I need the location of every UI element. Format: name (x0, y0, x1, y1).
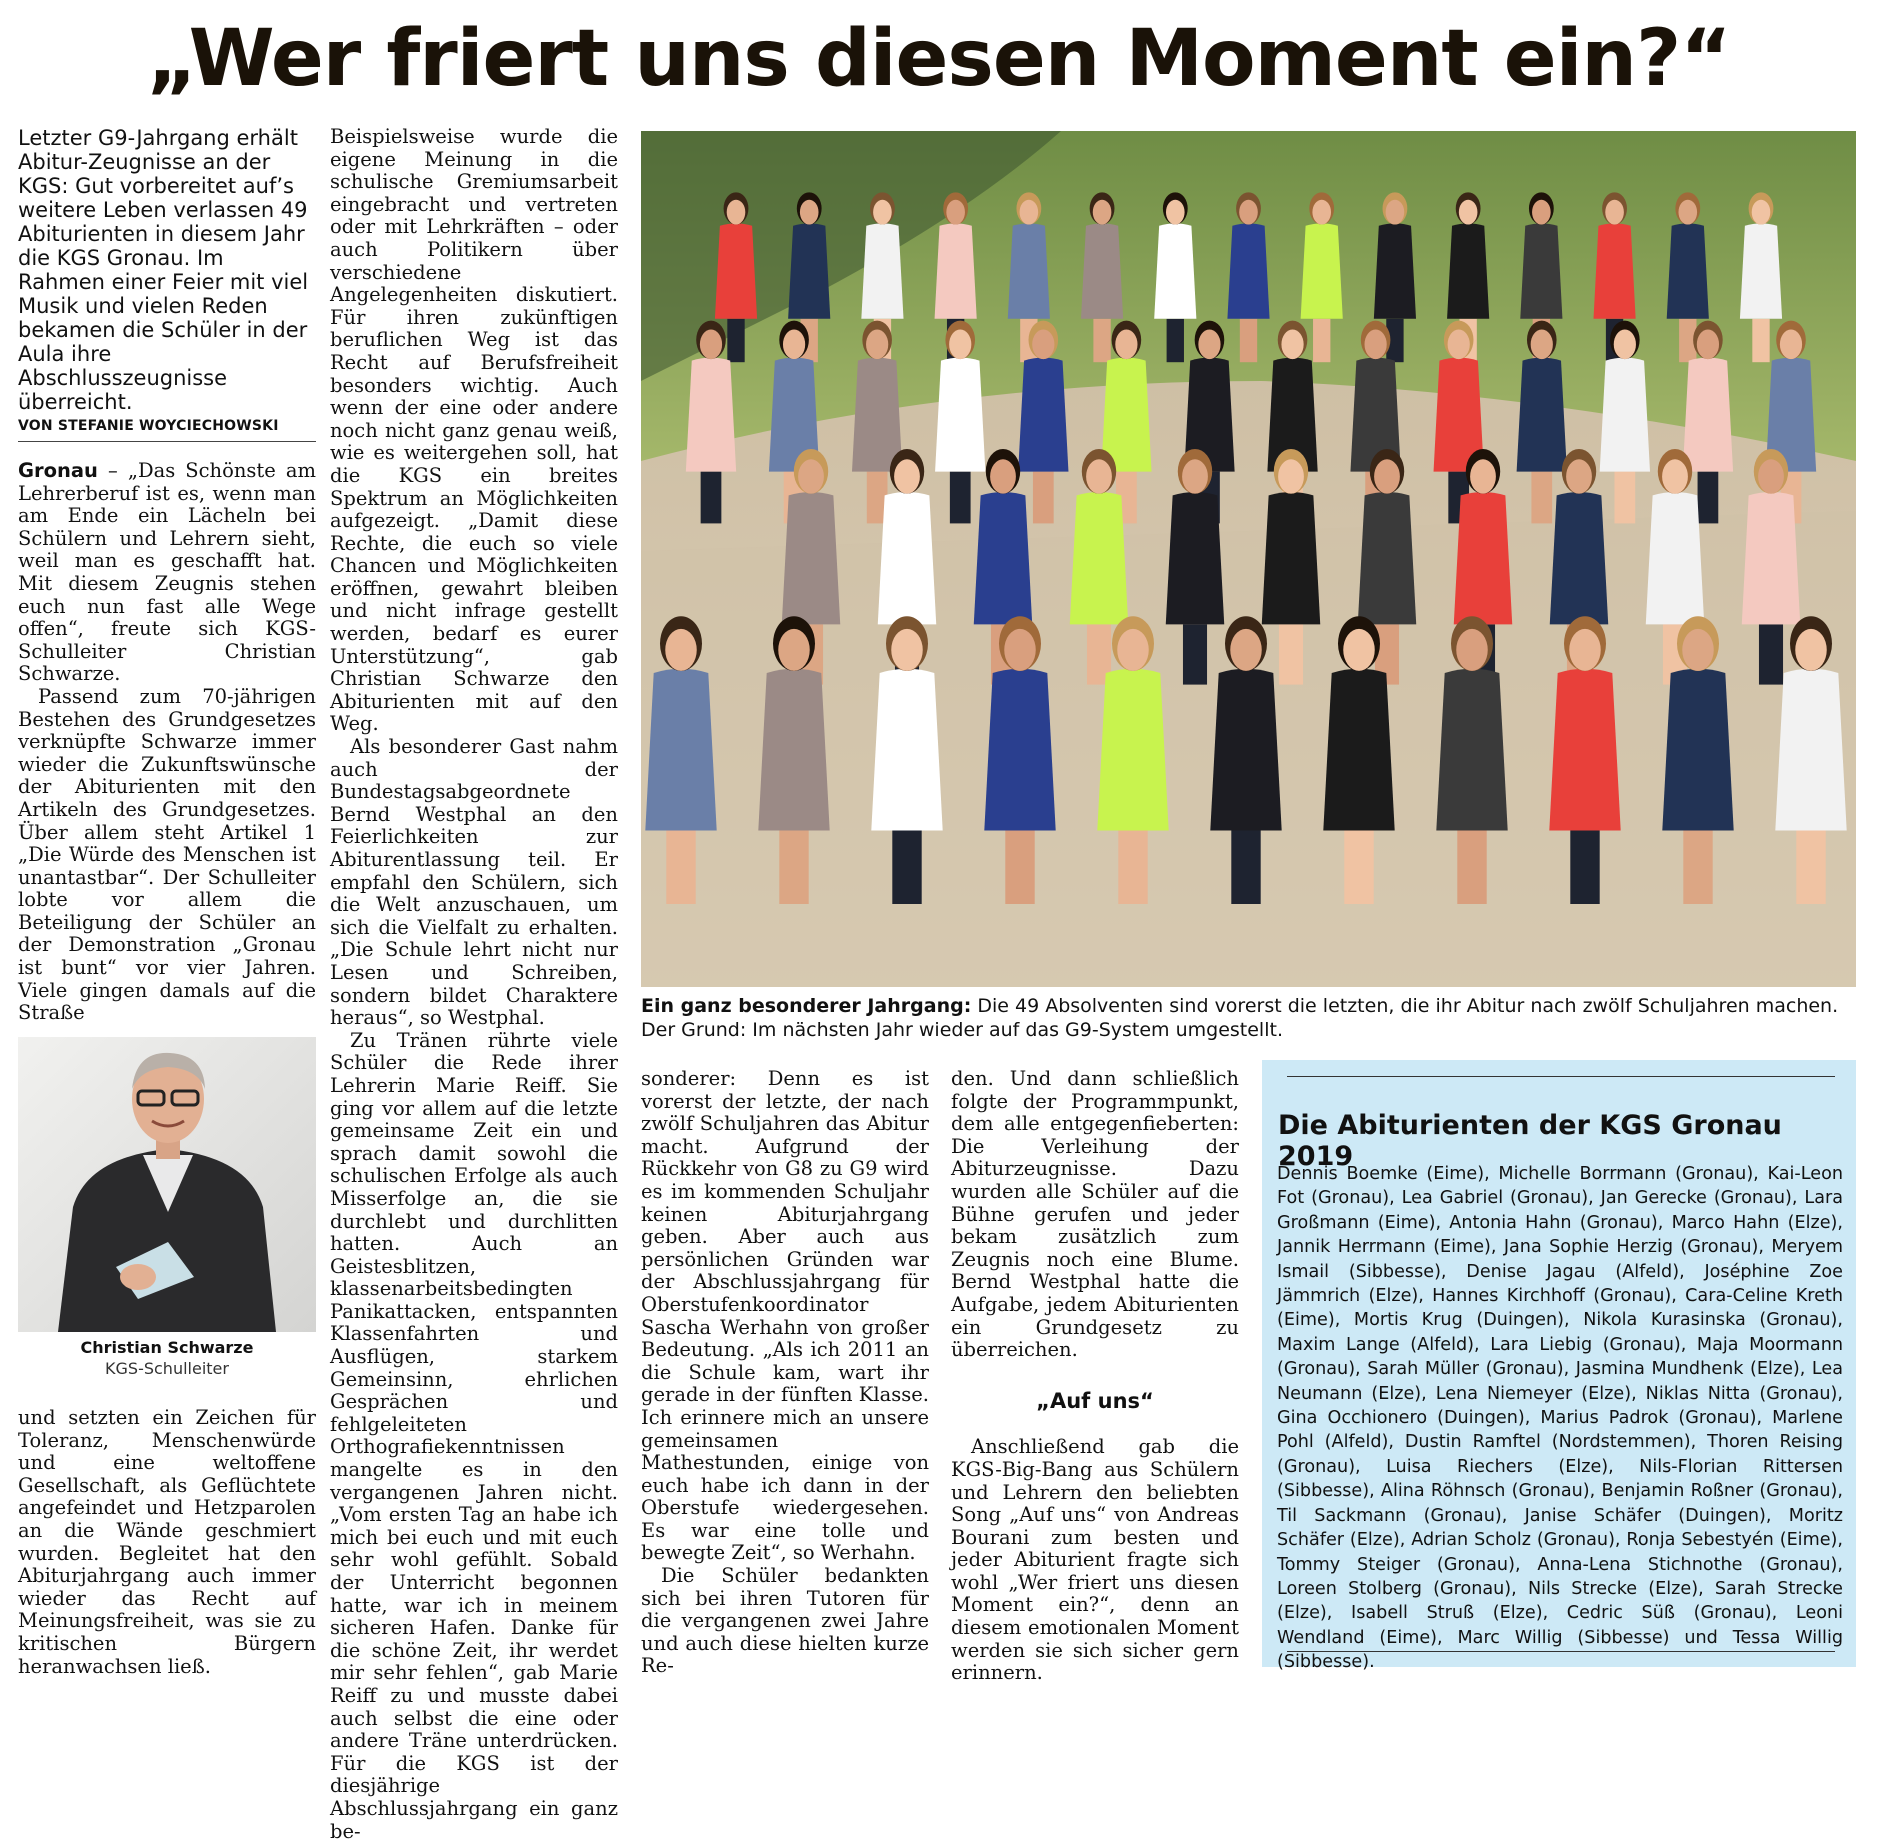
photo-caption (641, 994, 1856, 1042)
paragraph-text: – „Das Schönste am Lehrerberuf ist es, wenn man am Ende ein Lächeln bei Schülern und Lehrern sieht, weil man es geschafft hat. Mit diesem Zeugnis stehen euch nun fast alle Wege offen“, freute sich KGS-Schulleiter Christian Schwarze. (18, 459, 316, 686)
box-top-rule (1287, 1076, 1835, 1077)
paragraph: und setzten ein Zeichen für Toleranz, Menschenwürde und eine weltoffene Gesellschaft, als Geflüchtete angefeindet und Hetzparolen an die Wände geschmiert wurden. Begleitet hat den Abiturjahrgang auch immer wieder das Recht auf Meinungsfreiheit, was sie zu kritischen Bürgern heranwachsen ließ. (18, 1406, 316, 1678)
paragraph: Beispielsweise wurde die eigene Meinung in die schulische Gremiumsarbeit eingebracht und vertreten oder mit Lehrkräften – oder auch Politikern über verschiedene Angelegenheiten diskutiert. Für ihren zukünftigen beruflichen Weg ist das Recht auf Berufsfreiheit besonders wichtig. Auch wenn der eine oder andere noch nicht ganz genau weiß, wie es weitergehen soll, hat die KGS ein breites Spektrum an Möglichkeiten aufgezeigt. „Damit diese Rechte, die euch so viele Chancen und Möglichkeiten eröffnen, gewahrt bleiben und nicht infrage gestellt werden, bedarf es eurer Unterstützung“, gab Christian Schwarze den Abiturienten mit auf den Weg. (330, 125, 618, 736)
article-column-4 (951, 1068, 1239, 1685)
byline-divider (18, 441, 316, 442)
paragraph: sonderer: Denn es ist vorerst der letzte, der nach zwölf Schuljahren das Abitur macht. Aufgrund der Rückkehr von G8 zu G9 wird es im kommenden Schuljahr keinen Abiturjahrgang geben. Aber auch aus persönlichen Gründen war der Abschlussjahrgang für Oberstufenkoordinator Sascha Werhahn von großer Bedeutung. „Als ich 2011 an die Schule kam, wart ihr gerade in der fünften Klasse. Ich erinnere mich an unsere gemeinsamen Mathestunden, einige von euch habe ich dann in der Oberstufe wiedergesehen. Es war eine tolle und bewegte Zeit“, so Werhahn. (641, 1067, 929, 1565)
caption-lead: Ein ganz besonderer Jahrgang: (641, 995, 972, 1017)
paragraph (18, 460, 316, 686)
group-photo (641, 131, 1856, 987)
paragraph: Anschließend gab die KGS-Big-Bang aus Schülern und Lehrern den beliebten Song „Auf uns“ von Andreas Bourani zum besten und jeder Abiturient fragte sich wohl „Wer friert uns diesen Moment ein?“, denn an diesem emotionalen Moment werden sie sich sicher gern erinnern. (951, 1435, 1239, 1685)
graduates-box-title: Die Abiturienten der KGS Gronau 2019 (1278, 1110, 1782, 1172)
paragraph: Zu Tränen rührte viele Schüler die Rede ihrer Lehrerin Marie Reiff. Sie ging vor allem auf die letzte gemeinsame Zeit ein und sprach damit sowohl die schulischen Erfolge als auch Misserfolge an, die sie durchlebt und durchlitten hatten. Auch an Geistesblitzen, klassenarbeitsbedingten Panikattacken, entspannten Klassenfahrten und Ausflügen, starkem Gemeinsinn, ehrlichen Gesprächen und fehlgeleiteten Orthografiekenntnissen mangelte es in den vergangenen Jahren nicht. „Vom ersten Tag an habe ich mich bei euch und mit euch sehr wohl gefühlt. Sobald der Unterricht begonnen hatte, war ich in meinem sicheren Hafen. Danke für die schöne Zeit, ihr werdet mir sehr fehlen“, gab Marie Reiff zu und musste dabei auch selbst die eine oder andere Träne unterdrücken. Für die KGS ist der diesjährige Abschlussjahrgang ein ganz be- (330, 1028, 618, 1843)
article-column-3 (641, 1068, 929, 1678)
box-bottom-rule (1287, 1651, 1835, 1652)
graduates-list: Dennis Boemke (Eime), Michelle Borrmann (Gronau), Kai-Leon Fot (Gronau), Lea Gabriel (Gronau), Jan Gerecke (Gronau), Lara Großmann (Eime), Antonia Hahn (Gronau), Marco Hahn (Elze), Jannik Herrmann (Eime), Jana Sophie Herzig (Gronau), Meryem Ismail (Sibbesse), Denise Jagau (Alfeld), Joséphine Zoe Jämmrich (Elze), Hannes Kirchhoff (Gronau), Cara-Celine Kreth (Eime), Mortis Krug (Duingen), Nikola Kurasinska (Gronau), Maxim Lange (Alfeld), Lara Liebig (Gronau), Maja Moormann (Gronau), Sarah Müller (Gronau), Jasmina Mundhenk (Elze), Lea Neumann (Elze), Lena Niemeyer (Elze), Niklas Nitta (Gronau), Gina Occhionero (Duingen), Marius Padrok (Gronau), Marlene Pohl (Alfeld), Dustin Ramftel (Nordstemmen), Thoren Reising (Gronau), Luisa Riechers (Elze), Nils-Florian Rittersen (Sibbesse), Alina Röhnsch (Gronau), Benjamin Roßner (Gronau), Til Sackmann (Gronau), Janise Schäfer (Duingen), Moritz Schäfer (Elze), Adrian Scholz (Gronau), Ronja Sebestyén (Eime), Tommy Steiger (Gronau), Anna-Lena Stichnothe (Gronau), Loreen Stolberg (Gronau), Nils Strecke (Elze), Sarah Strecke (Elze), Isabell Struß (Elze), Cedric Süß (Gronau), Leoni Wendland (Eime), Marc Willig (Sibbesse) und Tessa Willig (Sibbesse). (1277, 1164, 1843, 1673)
paragraph: Die Schüler bedankten sich bei ihren Tutoren für die vergangenen zwei Jahre und auch diese hielten kurze Re- (641, 1564, 929, 1678)
caption-text: Die 49 Absolventen sind vorerst die letzten, die ihr Abitur nach zwölf Schuljahren machen. Der Grund: Im nächsten Jahr wieder auf das G9-System umgestellt. (641, 995, 1839, 1041)
article-column-1 (18, 460, 316, 1025)
article-column-2 (330, 126, 618, 1843)
portrait-role: KGS-Schulleiter (105, 1359, 229, 1378)
byline: VON STEFANIE WOYCIECHOWSKI (18, 418, 279, 434)
subheading: „Auf uns“ (1036, 1388, 1154, 1413)
paragraph: den. Und dann schließlich folgte der Programmpunkt, dem alle entgegenfieberten: Die Verleihung der Abiturzeugnisse. Dazu wurden alle Schüler auf die Bühne gerufen und jeder bekam zusätzlich zum Zeugnis noch eine Blume. Bernd Westphal hatte die Aufgabe, jedem Abiturienten ein Grundgesetz zu überreichen. (951, 1067, 1239, 1362)
portrait-name: Christian Schwarze (80, 1338, 254, 1357)
dateline: Gronau (18, 459, 98, 482)
headline: „Wer friert uns diesen Moment ein?“ (146, 14, 1731, 104)
article-lead: Letzter G9-Jahrgang erhält Abitur-Zeugnisse an der KGS: Gut vorbereitet auf’s weitere Leben verlassen 49 Abiturienten in diesem Jahr die KGS Gronau. Im Rahmen einer Feier mit viel Musik und vielen Reden bekamen die Schüler in der Aula ihre Abschlusszeugnisse überreicht. (18, 126, 309, 414)
paragraph: Als besonderer Gast nahm auch der Bundestagsabgeordnete Bernd Westphal an den Feierlichkeiten zur Abiturentlassung teil. Er empfahl den Schülern, sich die Welt anzuschauen, um sich die Vielfalt zu erhalten. „Die Schule lehrt nicht nur Lesen und Schreiben, sondern bildet Charaktere heraus“, so Westphal. (330, 735, 618, 1030)
paragraph: Passend zum 70-jährigen Bestehen des Grundgesetzes verknüpfte Schwarze immer wieder die Zukunftswünsche der Abiturienten mit den Artikeln des Grundgesetzes. Über allem steht Artikel 1 „Die Würde des Menschen ist unantastbar“. Der Schulleiter lobte vor allem die Beteiligung der Schüler an der Demonstration „Gronau ist bunt“ vor vier Jahren. Viele gingen damals auf die Straße (18, 684, 316, 1025)
portrait-photo (18, 1037, 316, 1332)
article-column-1-continued (18, 1407, 316, 1678)
